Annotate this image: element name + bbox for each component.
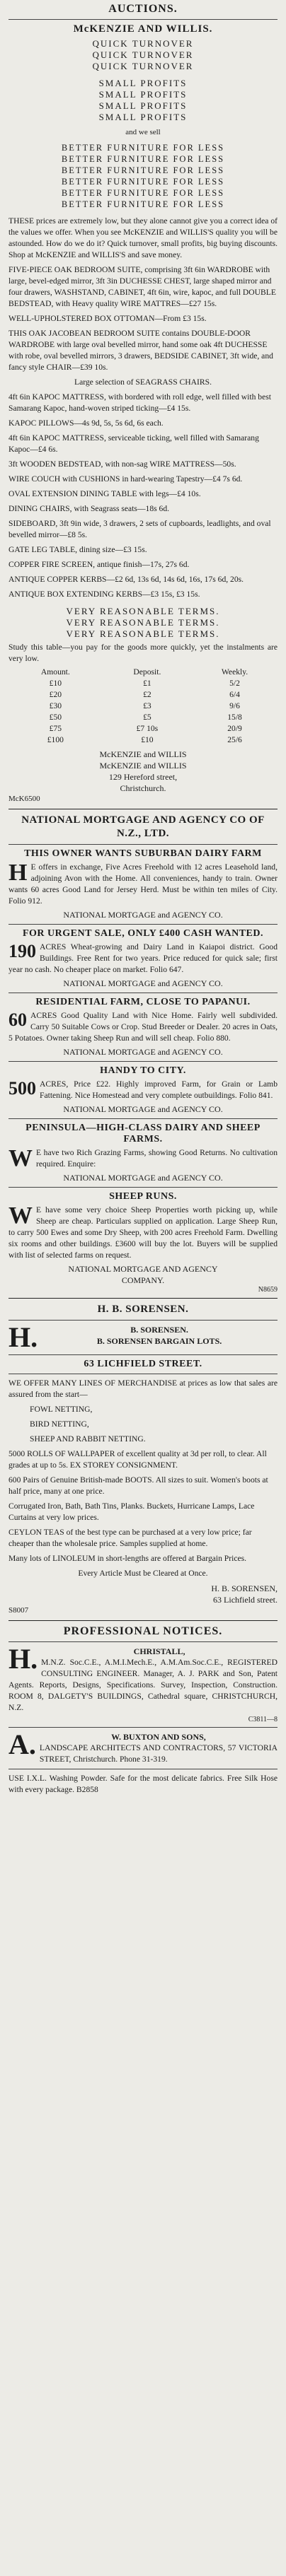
listing-heading: THIS OWNER WANTS SUBURBAN DAIRY FARM	[24, 848, 262, 859]
divider	[8, 1641, 278, 1642]
notice-christall: H. CHRISTALL, M.N.Z. Soc.C.E., A.M.I.Mech.E., A.M.Am.Soc.C.E., REGISTERED CONSULTING ENGINEER. Manager, A. J. PARK and Son, Patent Agents. Reports, Designs, Specifications. Survey, Inspection, Construction. ROOM 8, DALGETY'S BUILDINGS, Cathedral square, CHRISTCHURCH, N.Z.	[8, 1643, 278, 1712]
section-sorensen	[8, 1303, 278, 1616]
listing-signature: NATIONAL MORTGAGE and AGENCY CO.	[63, 1104, 223, 1114]
listing-text: H E offers in exchange, Five Acres Freehold with 12 acres Leasehold land, adjoining Avon with the Home. All conveniences, handy to train. Owner wants 60 acres Good Land for Jersey Herd. Must be within ten miles of City. Folio 912.	[8, 860, 278, 906]
list-item: SHEEP AND RABBIT NETTING.	[30, 1434, 146, 1444]
divider	[8, 1061, 278, 1062]
divider	[8, 1354, 278, 1355]
divider	[8, 1298, 278, 1299]
lot-item: KAPOC PILLOWS—4s 9d, 5s, 5s 6d, 6s each.	[8, 418, 164, 428]
listing-signature: NATIONAL MORTGAGE and AGENCY CO.	[63, 978, 223, 988]
ad-code: McK6500	[8, 795, 40, 803]
drop-cap: W	[8, 1145, 33, 1171]
listing-text: W E have two Rich Grazing Farms, showing Good Returns. No cultivation required. Enquire:	[8, 1145, 278, 1171]
intro-paragraph: WE OFFER MANY LINES OF MERCHANDISE at prices as low that sales are assured from the start—	[8, 1378, 278, 1399]
drop-cap: H.	[8, 1321, 38, 1353]
lot-item: 4ft 6in KAPOC MATTRESS, serviceable ticking, well filled with Samarang Kapoc—£4 6s.	[8, 433, 259, 454]
list-item: Many lots of LINOLEUM in short-lengths are offered at Bargain Prices.	[8, 1554, 247, 1563]
list-item: FOWL NETTING,	[30, 1405, 93, 1414]
listing-text: 60 ACRES Good Quality Land with Nice Home. Fairly well subdivided. Carry 50 Suitable Cows or Crop. Stud Breeder or Dealer. 20 acres in Oats, 5 Potatoes. Owner taking Sheep Run and will sell cheap. Folio 880.	[8, 1009, 278, 1043]
table-row: £50 £5 15/8	[49, 713, 242, 722]
listing-heading: SHEEP RUNS.	[109, 1191, 177, 1202]
section-header: AUCTIONS.	[108, 3, 178, 15]
slogan-quick-turnover: QUICK TURNOVER QUICK TURNOVER QUICK TURNOVER	[92, 38, 194, 71]
table-row: £75 £7 10s 20/9	[49, 724, 242, 733]
ad-code: S8007	[8, 1606, 29, 1615]
section-national-mortgage	[8, 814, 278, 1294]
lot-item: ANTIQUE COPPER KERBS—£2 6d, 13s 6d, 14s 6d, 16s, 17s 6d, 20s.	[8, 575, 244, 584]
divider	[8, 19, 278, 20]
listing-text: 190 ACRES Wheat-growing and Dairy Land in Kaiapoi district. Good Buildings. Free Rent for two years. Price reduced for quick sale; first year no cash. No cheaper place on market. Folio 647.	[8, 941, 278, 974]
drop-cap: A.	[8, 1728, 36, 1760]
listing-signature: NATIONAL MORTGAGE and AGENCY CO.	[63, 1047, 223, 1057]
terms-banner: VERY REASONABLE TERMS. VERY REASONABLE TERMS. VERY REASONABLE TERMS.	[66, 606, 220, 639]
intro-paragraph: THESE prices are extremely low, but they alone cannot give you a correct idea of the values we offer. When you see McKENZIE and WILLIS'S quality you will be astounded. How do we do it? Quick turnover, small profits, big buying discounts. Shop at McKENZIE and WILLIS'S and save money.	[8, 216, 278, 259]
divider	[8, 844, 278, 845]
slogan-small-profits: SMALL PROFITS SMALL PROFITS SMALL PROFITS SMALL PROFITS	[98, 78, 188, 122]
slogan-better-furniture: BETTER FURNITURE FOR LESS BETTER FURNITURE FOR LESS BETTER FURNITURE FOR LESS BETTER FURNITURE FOR LESS BETTER FURNITURE FOR LESS BETTER FURNITURE FOR LESS	[61, 143, 225, 209]
section-auctions	[8, 3, 278, 804]
lot-item: OVAL EXTENSION DINING TABLE with legs—£4 10s.	[8, 489, 201, 498]
ad-code: N8659	[258, 1286, 278, 1294]
lot-item: ANTIQUE BOX EXTENDING KERBS—£3 15s, £3 15s.	[8, 590, 200, 599]
divider	[8, 1727, 278, 1728]
listing-text: 500 ACRES, Price £22. Highly improved Farm, for Grain or Lamb Fattening. Nice Homestead and very complete outbuildings. Folio 841.	[8, 1078, 278, 1100]
table-row: £10 £1 5/2	[49, 679, 240, 688]
lot-item: GATE LEG TABLE, dining size—£3 15s.	[8, 545, 147, 554]
lot-item: SIDEBOARD, 3ft 9in wide, 3 drawers, 2 sets of cupboards, leadlights, and oval bevelled mirror—£8 5s.	[8, 519, 271, 539]
lot-item: COPPER FIRE SCREEN, antique finish—17s, 27s 6d.	[8, 560, 190, 569]
acreage-number: 500	[8, 1078, 36, 1099]
lot-item: FIVE-PIECE OAK BEDROOM SUITE, comprising 3ft 6in WARDROBE with large, bevel-edged mirror, 3ft 3in DUCHESSE CHEST, large shaped mirror and four drawers, WASHSTAND, CABINET, 4ft 6in, wire, kapoc, and full DOUBLE BEDSTEAD, with Heavy quality WIRE MATTRES—£27 15s.	[8, 265, 276, 308]
listing-signature: NATIONAL MORTGAGE and AGENCY CO.	[63, 910, 223, 920]
section-title: PROFESSIONAL NOTICES.	[63, 1625, 223, 1637]
address: 63 LICHFIELD STREET.	[84, 1359, 202, 1369]
list-item: 5000 ROLLS OF WALLPAPER of excellent quality at 3d per roll, to clear. All grades at up to 5s. EX STOREY CONSIGNMENT.	[8, 1449, 267, 1470]
lot-list	[8, 264, 278, 600]
table-row: £20 £2 6/4	[49, 690, 240, 699]
and-we-sell: and we sell	[125, 128, 161, 136]
study-paragraph: Study this table—you pay for the goods more quickly, yet the instalments are very low.	[8, 643, 278, 663]
lot-item: THIS OAK JACOBEAN BEDROOM SUITE contains DOUBLE-DOOR WARDROBE with large oval bevelled mirror, hand some oak 4ft DUCHESSE with robe, oval bevelled mirrors, 3 drawers, BEDSIDE CABINET, 3ft wide, and fancy style CHAIR—£39 10s.	[8, 329, 273, 372]
signature-block: McKENZIE and WILLIS McKENZIE and WILLIS 129 Hereford street, Christchurch.	[99, 749, 187, 793]
lot-item: Large selection of SEAGRASS CHAIRS.	[74, 377, 212, 387]
list-item: BIRD NETTING,	[30, 1419, 89, 1429]
table-header-row: Amount. Deposit. Weekly.	[40, 667, 248, 677]
lot-item: WELL-UPHOLSTERED BOX OTTOMAN—From £3 15s.	[8, 314, 207, 323]
terms-table	[8, 667, 278, 746]
listing-text: W E have some very choice Sheep Properties worth picking up, while Sheep are cheap. Particulars supplied on application. Large Sheep Run, to carry 500 Ewes and some Dry Sheep, with 200 acres Freehold Farm. Dwelling six rooms and other buildings. £3600 will buy the lot. Buyers will be supplied with list of selected farms on request.	[8, 1202, 278, 1260]
ad-code: C3811—8	[248, 1716, 278, 1723]
listing-heading: FOR URGENT SALE, ONLY £400 CASH WANTED.	[22, 928, 263, 939]
divider	[8, 1320, 278, 1321]
table-row: £100 £10 25/6	[47, 735, 242, 744]
acreage-number: 60	[8, 1009, 27, 1030]
table-row: £30 £3 9/6	[49, 701, 240, 710]
lot-item: DINING CHAIRS, with Seagrass seats—18s 6d.	[8, 504, 170, 513]
drop-cap: H.	[8, 1643, 38, 1675]
drop-cap: H	[8, 860, 28, 886]
firm-name: McKENZIE AND WILLIS.	[73, 23, 213, 35]
drop-cap: W	[8, 1202, 33, 1229]
divider	[8, 924, 278, 925]
ixl-notice: USE I.X.L. Washing Powder. Safe for the most delicate fabrics. Free Silk Hose with every package. B2858	[8, 1774, 278, 1794]
listing-signature: NATIONAL MORTGAGE AND AGENCY COMPANY.	[68, 1264, 218, 1285]
newspaper-column	[8, 0, 278, 1796]
listing-heading: RESIDENTIAL FARM, CLOSE TO PAPANUI.	[35, 997, 251, 1007]
section-title: H. B. SORENSEN.	[97, 1304, 189, 1315]
acreage-number: 190	[8, 941, 36, 961]
list-item: Corrugated Iron, Bath, Bath Tins, Planks. Buckets, Hurricane Lamps, Lace Curtains at very low prices.	[8, 1501, 255, 1522]
listing-signature: NATIONAL MORTGAGE and AGENCY CO.	[63, 1173, 223, 1183]
list-item: CEYLON TEAS of the best type can be purchased at a very low price; far cheaper than the wholesale price. Samples supplied at home.	[8, 1528, 252, 1548]
section-professional-notices	[8, 1625, 278, 1796]
divider	[8, 1118, 278, 1119]
section-title: NATIONAL MORTGAGE AND AGENCY CO OF N.Z., LTD.	[21, 814, 265, 839]
listing-heading: HANDY TO CITY.	[100, 1065, 186, 1076]
divider	[8, 1187, 278, 1188]
lot-item: 4ft 6in KAPOC MATTRESS, with bordered with roll edge, well filled with best Samarang Kapoc, hand-woven striped ticking—£4 15s.	[8, 392, 271, 413]
signature-block: H. B. SORENSEN, 63 Lichfield street.	[211, 1583, 278, 1605]
notice-buxton: A. W. BUXTON AND SONS, LANDSCAPE ARCHITECTS AND CONTRACTORS, 57 VICTORIA STREET, Christchurch. Phone 31-319.	[8, 1728, 278, 1764]
lot-item: 3ft WOODEN BEDSTEAD, with non-sag WIRE MATTRESS—50s.	[8, 459, 236, 469]
sorensen-banner: H. B. SORENSEN. B. SORENSEN BARGAIN LOTS.	[8, 1321, 222, 1353]
lot-item: WIRE COUCH with CUSHIONS in hard-wearing Tapestry—£4 7s 6d.	[8, 474, 243, 484]
divider	[8, 1620, 278, 1621]
listing-heading: PENINSULA—HIGH-CLASS DAIRY AND SHEEP FARMS.	[25, 1123, 261, 1144]
list-item: 600 Pairs of Genuine British-made BOOTS. All sizes to suit. Women's boots at half price, many at one price.	[8, 1475, 268, 1496]
list-item: Every Article Must be Cleared at Once.	[78, 1569, 208, 1578]
